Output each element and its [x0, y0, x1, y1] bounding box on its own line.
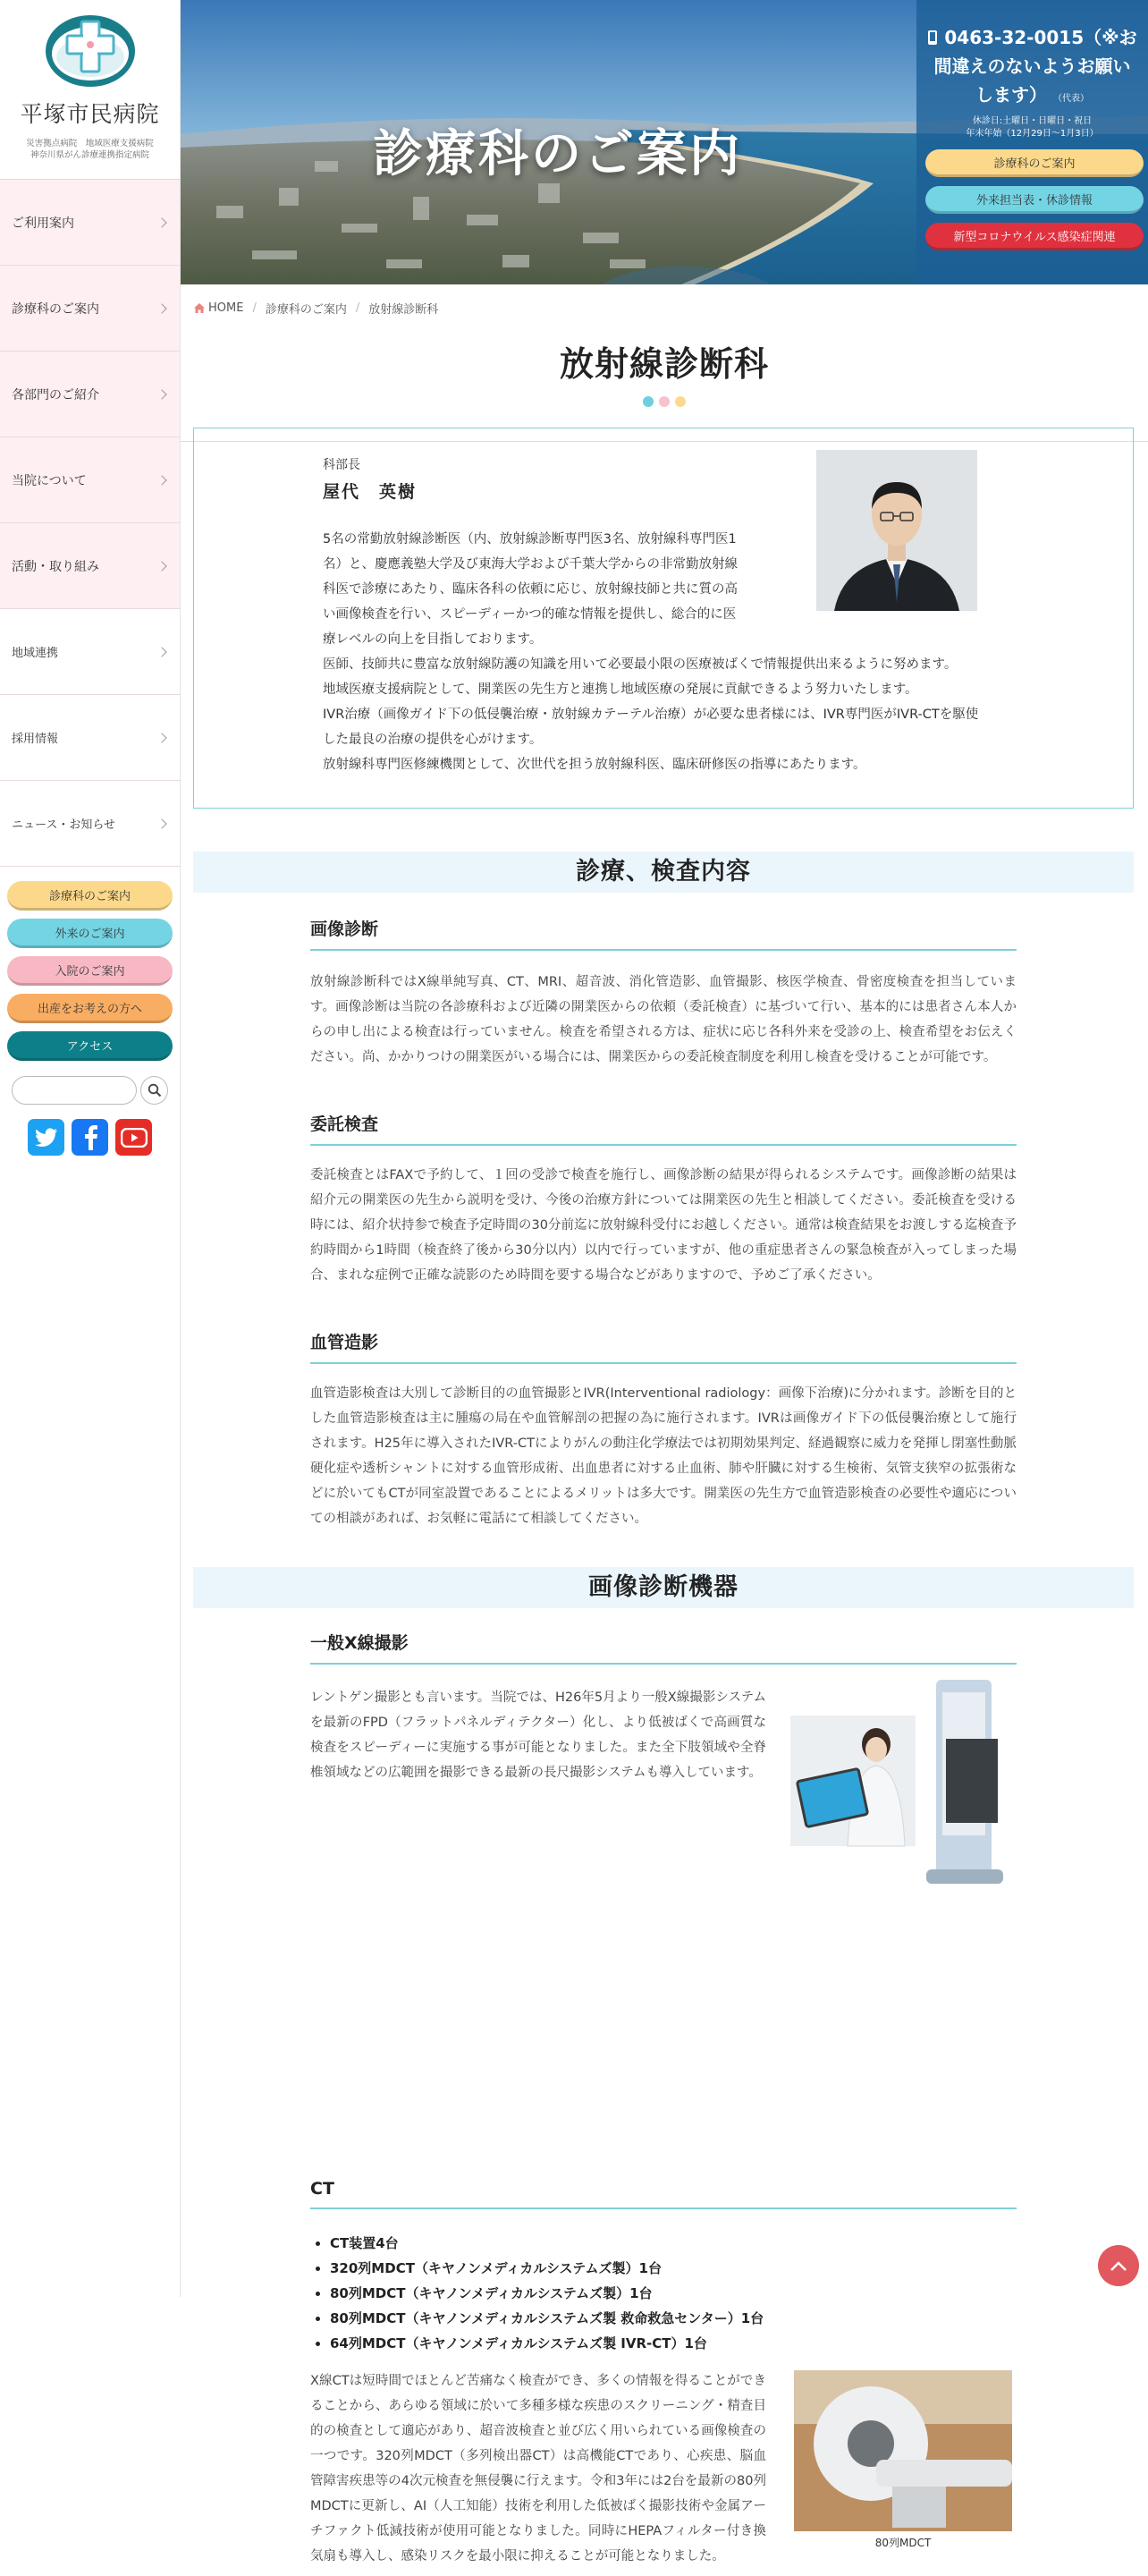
nav-item-regional[interactable] [0, 609, 180, 695]
profile-role: 科部長 [323, 458, 360, 472]
profile-line: 医師、技師共に豊富な放射線防護の知識を用いて必要最小限の医療被ばくで情報提供出来るように努めます。 [323, 657, 958, 672]
decor-dot [643, 396, 654, 407]
profile-line: 療レベルの向上を目指しております。 [323, 632, 543, 647]
hero-btn-covid[interactable] [925, 223, 1144, 250]
side-btn-inpatient[interactable] [7, 956, 173, 986]
profile-line: 科医で診療にあたり、臨床各科の依頼に応じ、放射線技師と共に質の高 [323, 582, 738, 597]
subheading-referral-exam: 委託検査 [310, 1111, 1017, 1146]
ct-list-item: • 64列MDCT（キヤノンメディカルシステムズ製 IVR-CT）1台 [330, 2331, 764, 2356]
main-content [181, 284, 1148, 2563]
profile-line: い画像検査を行い、スピーディーかつ的確な情報を提供し、総合的に医 [323, 607, 737, 622]
phone-note: （代表） [1052, 94, 1089, 104]
decor-dot [675, 396, 686, 407]
search-row [0, 1069, 180, 1105]
phone-number[interactable] [925, 23, 1139, 114]
nav-item-about[interactable] [0, 437, 180, 523]
youtube-icon [121, 1128, 148, 1148]
department-head-profile [193, 428, 1134, 809]
hero-btn-outpatient-schedule[interactable] [925, 186, 1144, 214]
ct-photo-caption: 80列MDCT [874, 2537, 932, 2549]
subheading-angiography: 血管造影 [310, 1329, 1017, 1364]
chevron-right-icon [156, 303, 166, 313]
hero-btn-departments[interactable] [925, 149, 1144, 177]
ct-equipment-list [310, 2231, 764, 2356]
twitter-icon [35, 1128, 58, 1148]
subheading-imaging: 画像診断 [310, 916, 1017, 951]
side-btn-label: 外来のご案内 [55, 927, 125, 941]
xray-text: レントゲン撮影とも言います。当院では、H26年5月より一般X線撮影システムを最新のFPD（フラットパネルディテクター）化し、より低被ばくで高画質な検査をスピーディーに実施する事が可能となりました。また全下肢領域や全脊椎領域などの広範囲を撮影できる最新の長尺撮影システムも導入しています。 [310, 1690, 766, 1780]
xray-detector-photo [789, 1676, 1012, 1891]
profile-line: 地域医療支援病院として、開業医の先生方と連携し地域医療の発展に貢献できるよう努力いたします。 [323, 682, 918, 697]
nav-item-news[interactable] [0, 781, 180, 867]
page-title: 放射線診断科 [559, 344, 769, 384]
ct-list-item: • CT装置4台 [330, 2231, 764, 2256]
profile-line: IVR治療（画像ガイド下の低侵襲治療・放射線カテーテル治療）が必要な患者様には、IVR専門医がIVR-CTを駆使した最良の治療の提供を心がけます。 [323, 708, 979, 747]
chevron-right-icon [156, 389, 166, 399]
profile-line: 名）と、慶應義塾大学及び東海大学および千葉大学からの非常勤放射線 [323, 557, 738, 572]
nav-item-guide[interactable] [0, 180, 180, 266]
hospital-designation-1: 災害拠点病院 地域医療支援病院 [26, 139, 154, 148]
nav-item-label: 診療科のご案内 [12, 301, 99, 317]
twitter-link[interactable] [28, 1119, 64, 1156]
profile-name: 屋代 英樹 [323, 482, 418, 502]
nav-item-label: 各部門のご紹介 [12, 387, 99, 402]
title-decoration-dots [181, 396, 1148, 407]
breadcrumb-departments[interactable]: 診療科のご案内 [265, 302, 347, 317]
hero-btn-label: 新型コロナウイルス感染症関連 [953, 230, 1116, 244]
breadcrumb-separator: / [355, 301, 360, 315]
search-input[interactable] [12, 1076, 137, 1105]
search-button[interactable] [140, 1076, 168, 1105]
back-to-top-button[interactable] [1098, 2245, 1139, 2286]
nav-item-label: 活動・取り組み [12, 559, 99, 574]
search-icon [148, 1083, 162, 1097]
angiography-text: 血管造影検査は大別して診断目的の血管撮影とIVR(Interventional radiology：画像下治療)に分かれます。診断を目的とした血管造影検査は主に腫瘍の局在や血管解剖の把握の為に施行されます。IVRは画像ガイド下の低侵襲治療として施行されます。H25年に導入されたIVR-CTによりがんの動注化学療法では初期効果判定、経過観察に威力を発揮し閉塞性動脈硬化症や透析シャントに対する血管形成術、出血患者に対する止血術、肺や肝臓に対する生検術、気管支狭窄の拡張術などに於いてもCTが同室設置であることによるメリットは多大です。開業医の先生方で血管造影検査の必要性や適応についての相談があれば、お気軽に電話にて相談してください。 [310, 1386, 1017, 1526]
facebook-link[interactable] [72, 1119, 108, 1156]
nav-item-label: 採用情報 [12, 733, 59, 746]
nav-item-label: ご利用案内 [12, 216, 74, 231]
side-btn-label: アクセス [66, 1039, 114, 1054]
social-links [0, 1119, 180, 1156]
hero-contact-panel [916, 0, 1148, 284]
nav-item-label: 地域連携 [12, 647, 59, 660]
closed-days: 休診日:土曜日・日曜日・祝日 [972, 116, 1093, 126]
hospital-name: 平塚市民病院 [20, 101, 160, 127]
nav-item-departments[interactable] [0, 266, 180, 352]
breadcrumb-current: 放射線診断科 [368, 302, 439, 317]
hero-banner [181, 0, 1148, 284]
breadcrumb [181, 284, 1148, 331]
breadcrumb-home[interactable]: HOME [208, 301, 244, 315]
chevron-right-icon [156, 217, 166, 227]
side-btn-label: 出産をお考えの方へ [37, 1002, 142, 1016]
phone-text: 0463-32-0015（※お間違えのないようお願いします） [933, 27, 1137, 106]
side-btn-childbirth[interactable] [7, 994, 173, 1023]
logo-area[interactable] [0, 0, 180, 179]
nav-item-activities[interactable] [0, 523, 180, 609]
ct-list-item: • 320列MDCT（キヤノンメディカルシステムズ製）1台 [330, 2256, 764, 2281]
nav-item-label: ニュース・お知らせ [12, 818, 115, 832]
closed-new-year: 年末年始（12月29日〜1月3日） [966, 129, 1099, 139]
ct-scanner-photo [794, 2370, 1012, 2531]
hero-btn-label: 外来担当表・休診情報 [975, 193, 1093, 208]
sidebar [0, 0, 181, 2297]
ct-text: X線CTは短時間でほとんど苦痛なく検査ができ、多くの情報を得ることができることから、あらゆる領域に於いて多種多様な疾患のスクリーニング・精査目的の検査として適応があり、超音波検査と並び広く用いられている画像検査の一つです。320列MDCT（多列検出器CT）は高機能CTであり、心疾患、脳血管障害疾患等の4次元検査を無侵襲に行えます。令和3年には2台を最新の80列MDCTに更新し、AI（人工知能）技術を利用した低被ばく撮影技術や金属アーチファクト低減技術が使用可能となりました。同時にHEPAフィルター付き換気扇も導入し、感染リスクを最小限に抑えることが可能となりました。 [310, 2374, 766, 2563]
hero-title: 診療科のご案内 [373, 125, 742, 183]
ct-list-item: • 80列MDCT（キヤノンメディカルシステムズ製）1台 [330, 2281, 764, 2306]
profile-message [323, 527, 984, 777]
ct-list-item: • 80列MDCT（キヤノンメディカルシステムズ製 救命救急センター）1台 [330, 2306, 764, 2331]
side-btn-departments[interactable] [7, 881, 173, 911]
hero-btn-label: 診療科のご案内 [993, 157, 1076, 171]
nav-item-label: 当院について [12, 473, 87, 488]
side-quick-buttons [0, 867, 180, 1061]
chevron-right-icon [156, 561, 166, 571]
phone-icon [927, 30, 938, 46]
profile-line: 放射線科専門医修練機関として、次世代を担う放射線科医、臨床研修医の指導にあたります。 [323, 758, 866, 772]
nav-item-sections[interactable] [0, 352, 180, 437]
subheading-xray: 一般X線撮影 [310, 1630, 1017, 1665]
home-icon [193, 302, 206, 314]
facebook-icon [81, 1125, 99, 1150]
side-btn-label: 入院のご案内 [55, 964, 125, 979]
side-btn-label: 診療科のご案内 [48, 889, 131, 903]
chevron-right-icon [156, 818, 166, 828]
hospital-logo-icon [43, 13, 138, 89]
profile-line: 5名の常勤放射線診断医（内、放射線診断専門医3名、放射線科専門医1 [323, 532, 737, 547]
hospital-designation-2: 神奈川県がん診療連携指定病院 [30, 150, 149, 160]
subheading-ct: CT [310, 2179, 1017, 2209]
page-title-area [181, 331, 1148, 442]
referral-exam-text: 委託検査とはFAXで予約して、１回の受診で検査を施行し、画像診断の結果が得られるシステムです。画像診断の結果は紹介元の開業医の先生から説明を受け、今後の治療方針については開業医の先生と相談してください。委託検査を受ける時には、紹介状持参で検査予定時間の30分前迄に放射線科受付にお越しください。通常は検査結果をお渡しする迄検査予約時間から1時間（検査終了後から30分以内）以内で行っていますが、他の重症患者さんの緊急検査が入ってしまった場合、まれな症例で正確な読影のため時間を要する場合などがありますので、予めご了承ください。 [310, 1168, 1017, 1283]
nav-item-recruit[interactable] [0, 695, 180, 781]
side-btn-access[interactable] [7, 1031, 173, 1061]
chevron-right-icon [156, 475, 166, 485]
chevron-right-icon [156, 647, 166, 657]
side-nav [0, 179, 180, 867]
youtube-link[interactable] [115, 1119, 152, 1156]
breadcrumb-separator: / [252, 301, 257, 315]
decor-dot [659, 396, 670, 407]
chevron-right-icon [156, 733, 166, 742]
imaging-text: 放射線診断科ではX線単純写真、CT、MRI、超音波、消化管造影、血管撮影、核医学検査、骨密度検査を担当しています。画像診断は当院の各診療科および近隣の開業医からの依頼（委託検査）に基づいて行い、基本的には患者さん本人からの申し出による検査は行っていません。検査を希望される方は、症状に応じ各科外来を受診の上、検査希望をお伝えください。尚、かかりつけの開業医がいる場合には、開業医からの委託検査制度を利用し検査を受けることが可能です。 [310, 975, 1017, 1064]
section-title-services: 診療、検査内容 [193, 852, 1134, 893]
side-btn-outpatient[interactable] [7, 919, 173, 948]
chevron-up-icon [1110, 2259, 1127, 2272]
section-title-equipment: 画像診断機器 [193, 1567, 1134, 1608]
